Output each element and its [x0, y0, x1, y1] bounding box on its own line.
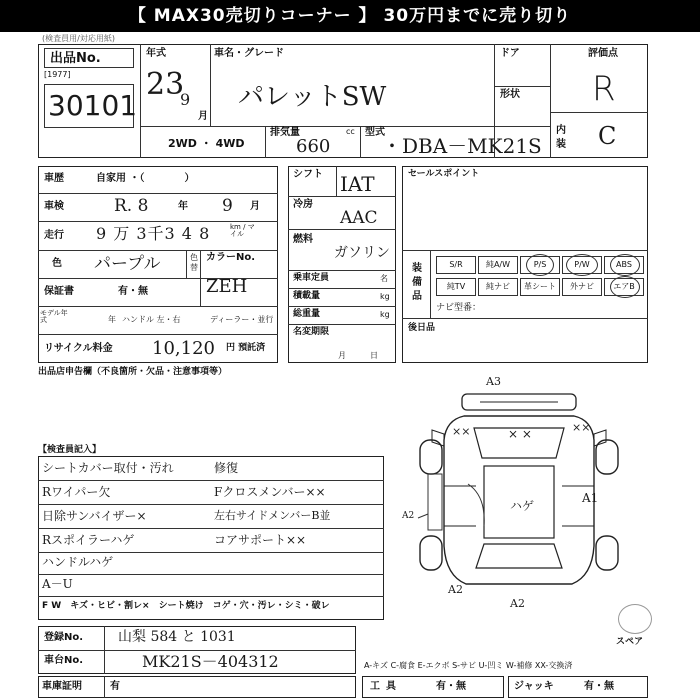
car-name-value: パレットSW [238, 82, 387, 112]
note-left-2: Rワイパー欠 [42, 485, 111, 499]
ac-label: 冷房 [293, 199, 313, 210]
color-label: 色 [52, 258, 62, 269]
score-value: R [592, 69, 616, 109]
shift-label: シフト [293, 169, 323, 180]
spare-label: スペア [616, 637, 644, 647]
inspection-month: 9 [222, 196, 233, 216]
shape-label: 形状 [500, 89, 520, 100]
capacity-label: 乗車定員 [293, 273, 330, 283]
lot-number: 30101 [48, 89, 138, 122]
mileage-value: 9 万 3千3 4 8 [96, 224, 211, 243]
nav-model-label: ナビ型番： [436, 303, 482, 313]
inspection-year-unit: 年 [178, 201, 188, 212]
recycle-unit: 円 預託済 [226, 343, 266, 353]
equip-pw: P/W [562, 256, 602, 274]
mark-front-left: ×× [452, 425, 471, 438]
history-value: 自家用 ・（ ） [96, 173, 195, 184]
lot-sub: [1977] [44, 70, 71, 79]
damage-legend: A-キズ C-腐食 E-エクボ S-サビ U-凹ミ W-補修 XX-交換済 [364, 661, 573, 670]
inspection-label: 車検 [44, 201, 64, 212]
sales-point-label: セールスポイント [408, 169, 480, 179]
color-no-value: ZEH [206, 276, 248, 297]
model-label: 型式 [365, 127, 385, 138]
mileage-label: 走行 [44, 230, 64, 241]
year-month: 9 [180, 90, 191, 109]
spare-circle [618, 604, 652, 634]
year-label: 年式 [146, 48, 166, 59]
name-change-label: 名変期限 [293, 327, 330, 337]
mark-front-center: × × [508, 427, 532, 441]
inspector-label: 【検査員記入】 [38, 445, 102, 455]
inspection-era: R. 8 [114, 196, 149, 216]
recycle-label: リサイクル料金 [44, 343, 113, 354]
model-year-label: モデル年式 [40, 309, 68, 324]
tools-value: 有・無 [436, 681, 466, 692]
note-left-1: シートカバー取付・汚れ [42, 461, 174, 475]
note-right-4: コアサポート×× [214, 533, 307, 547]
color-no-label: カラーNo. [206, 252, 256, 263]
equip-ps: P/S [520, 256, 560, 274]
jack-label: ジャッキ [514, 681, 554, 692]
tools-label: 工具 [370, 681, 402, 692]
equip-navi: 純ナビ [478, 278, 518, 296]
equip-sr: S/R [436, 256, 476, 274]
legend-row: F W キズ・ヒビ・割レ× シート焼け コゲ・穴・汚レ・シミ・破レ [42, 601, 330, 611]
report-label: 出品店申告欄（不良箇所・欠品・注意事項等） [38, 367, 228, 377]
note-right-3: 左右サイドメンバーB並 [214, 509, 331, 522]
circle-pw [566, 254, 598, 276]
load-unit: kg [380, 292, 390, 301]
warranty-label: 保証書 [44, 286, 74, 297]
displacement-label: 排気量 [270, 127, 300, 138]
registration-value: 山梨 584 と 1031 [118, 629, 236, 645]
note-left-6: A－U [42, 577, 73, 591]
mark-top: A3 [486, 375, 501, 388]
chassis-label: 車台No. [44, 655, 84, 666]
year-value: 23 [146, 67, 185, 102]
displacement-unit: cc [346, 127, 355, 136]
load-label: 積載量 [293, 291, 321, 301]
note-right-2: Fクロスメンバー×× [214, 485, 326, 499]
color-change-label: 色替 [190, 253, 198, 272]
drive-type: 2WD ・ 4WD [168, 137, 245, 150]
warranty-value: 有・無 [118, 286, 148, 297]
later-parts-label: 後日品 [408, 323, 436, 333]
dealer-label: ディーラー・並行 [210, 315, 274, 324]
model-year-unit: 年 [108, 315, 116, 324]
circle-ps [526, 254, 554, 276]
jack-value: 有・無 [584, 681, 614, 692]
mark-rear-left: A2 [448, 583, 463, 596]
chassis-value: MK21S－404312 [142, 652, 279, 671]
mark-rear-center: A2 [510, 597, 525, 610]
history-label: 車歴 [44, 173, 64, 184]
mark-right-side: A1 [582, 491, 599, 505]
note-right-1: 修復 [214, 461, 239, 475]
circle-abs [610, 254, 640, 276]
displacement-value: 660 [296, 136, 331, 157]
interior-label: 内装 [556, 125, 566, 150]
top-note: (検査員用/対応用紙) [42, 34, 115, 43]
inspection-month-unit: 月 [250, 201, 260, 212]
car-name-label: 車名・グレード [214, 48, 284, 59]
fuel-label: 燃料 [293, 234, 313, 245]
equip-tv: 純TV [436, 278, 476, 296]
equip-leather: 革シート [520, 278, 560, 296]
interior-value: C [598, 122, 617, 150]
door-label: ドア [500, 48, 520, 59]
recycle-value: 10,120 [152, 338, 215, 359]
note-left-5: ハンドルハゲ [42, 555, 114, 569]
fuel-value: ガソリン [334, 245, 390, 261]
mark-front-right: ×× [572, 421, 591, 434]
car-damage-diagram [404, 376, 634, 604]
mileage-unit: km / マイル [230, 223, 255, 238]
score-label: 評価点 [588, 48, 618, 59]
mark-left-side: A2 [402, 511, 415, 521]
equip-aw: 純A/W [478, 256, 518, 274]
certificate-value: 有 [110, 681, 120, 692]
note-left-3: 日除サンバイザー× [42, 509, 147, 523]
mark-center: ハゲ [510, 499, 535, 513]
note-left-4: Rスポイラーハゲ [42, 533, 135, 547]
year-month-unit: 月 [198, 111, 208, 122]
equip-airbag: エアB [604, 278, 644, 296]
certificate-row [38, 676, 356, 698]
model-value: ・DBA－MK21S [382, 134, 542, 158]
shift-value: IAT [340, 172, 375, 196]
equip-ext-navi: 外ナビ [562, 278, 602, 296]
capacity-unit: 名 [380, 274, 388, 283]
weight-label: 総重量 [293, 309, 321, 319]
ac-value: AAC [340, 208, 378, 228]
weight-unit: kg [380, 310, 390, 319]
name-change-unit: 月 日 [338, 351, 378, 360]
equip-abs: ABS [604, 256, 644, 274]
lot-label: 出品No. [50, 51, 101, 66]
registration-label: 登録No. [44, 632, 84, 643]
color-value: パープル [94, 254, 161, 274]
handle-label: ハンドル 左・右 [122, 315, 181, 324]
equipment-label: 装備品 [412, 263, 422, 302]
banner: 【 MAX30売切りコーナー 】 30万円までに売り切り [0, 0, 700, 32]
circle-airbag [610, 276, 640, 298]
certificate-label: 車庫証明 [42, 681, 82, 692]
